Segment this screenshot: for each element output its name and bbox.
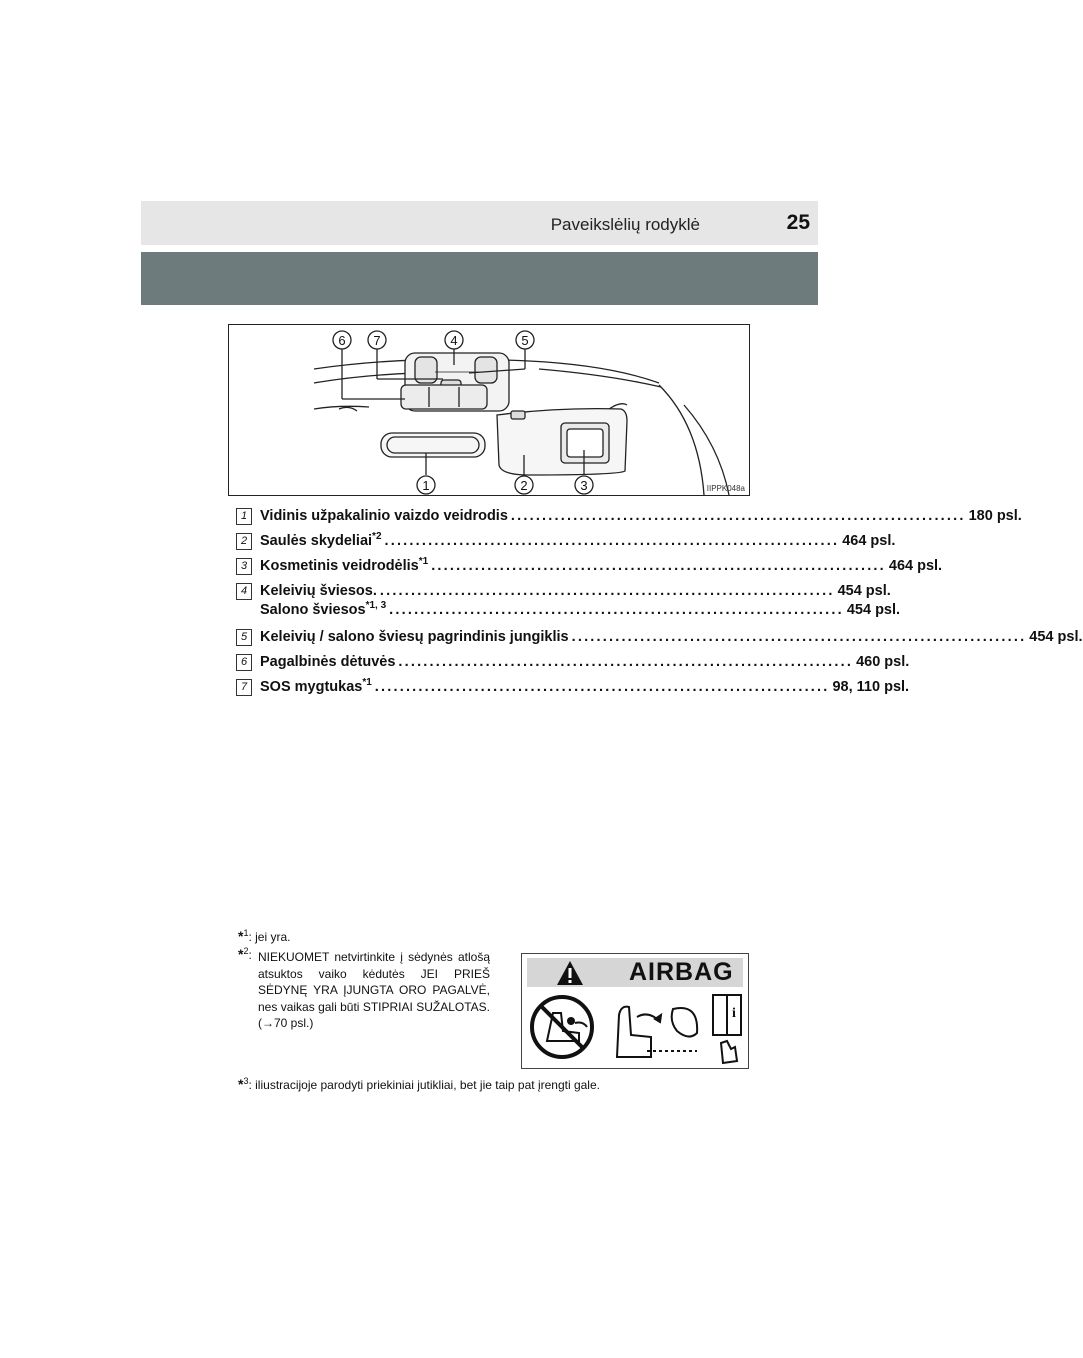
index-entry: 1 Vidinis užpakalinio vaizdo veidrodis ......................................................................... 180 psl. <box>236 508 722 528</box>
entry-page: 464 psl. <box>842 533 896 549</box>
index-entry: 6 Pagalbinės dėtuvės ......................................................................... 460 psl. <box>236 654 722 674</box>
airbag-pictograms <box>527 991 743 1067</box>
entry-footnote-ref: *1 <box>418 556 429 568</box>
warning-triangle-icon <box>555 959 585 987</box>
seat-airbag-icon <box>617 1007 697 1057</box>
entry-page: 98, 110 psl. <box>832 679 910 695</box>
footnote-mark: 2 <box>243 946 249 956</box>
entry-number: 7 <box>236 679 252 696</box>
airbag-label-header <box>527 958 743 987</box>
no-child-seat-icon <box>532 997 592 1057</box>
manual-book-icon <box>713 995 741 1063</box>
footnote-mark: 1 <box>243 928 249 938</box>
entry-label: Kosmetinis veidrodėlis <box>260 558 419 574</box>
footnote-text: iliustracijoje parodyti priekiniai jutikliai, bet jie taip pat įrengti gale. <box>255 1078 600 1092</box>
entry-number: 6 <box>236 654 252 671</box>
page-number: 25 <box>786 211 810 234</box>
entry-footnote-ref: *1, 3 <box>365 600 387 612</box>
callout-1: 1 <box>422 478 430 493</box>
interior-illustration <box>228 324 750 496</box>
entry-label: Saulės skydeliai <box>260 533 373 549</box>
callout-2: 2 <box>520 478 528 493</box>
illustration-code: IIPPK048a <box>706 484 745 493</box>
entry-label: SOS mygtukas <box>260 679 363 695</box>
section-band <box>141 252 818 305</box>
entry-page: 454 psl. <box>837 583 891 599</box>
callout-3: 3 <box>580 478 588 493</box>
footnote-text: jei yra. <box>255 930 291 944</box>
entry-page: 454 psl. <box>1029 629 1083 645</box>
entry-label: Pagalbinės dėtuvės <box>260 654 396 670</box>
callout-6: 6 <box>338 333 346 348</box>
index-entry: 2 Saulės skydeliai$^{*2}$ ......................................................................... 464 psl. <box>236 533 722 553</box>
index-entry: 5 Keleivių / salono šviesų pagrindinis jungiklis ......................................................................... 454 psl. <box>236 629 722 649</box>
entry-label: Keleivių šviesos. <box>260 583 377 599</box>
interior-drawing <box>229 325 751 497</box>
entry-page: 464 psl. <box>888 558 943 574</box>
entry-footnote-ref: *1 <box>362 677 372 689</box>
entry-label: Vidinis užpakalinio vaizdo veidrodis <box>260 508 508 524</box>
header-title: Paveikslėlių rodyklė <box>550 215 700 234</box>
entry-number: 4 <box>236 583 252 600</box>
callout-7: 7 <box>373 333 381 348</box>
footnote-3: *$^3$: iliustracijoje parodyti priekiniai jutikliai, bet jie taip pat įrengti gale. <box>238 1076 600 1092</box>
footnote-text: NIEKUOMET netvirtinkite į sėdynės atlošą atsuktos vaiko kėdutės JEI PRIEŠ SĖDYNĘ YRA ĮJUNGTA ORO PAGALVĖ, nes vaikas gali būti STIPRIAI SUŽALOTAS. (→70 psl.) <box>258 950 490 1030</box>
entry-number: 1 <box>236 508 252 525</box>
entry-page: 460 psl. <box>856 654 910 670</box>
header-bar <box>141 201 818 245</box>
index-entry: Salono šviesos$^{*1, 3}$ ......................................................................... 454 psl. <box>260 600 901 618</box>
svg-text:i: i <box>732 1006 736 1021</box>
entry-number: 3 <box>236 558 252 575</box>
footnote-mark: 3 <box>243 1076 249 1086</box>
index-entry: 7 SOS mygtukas$^{*1}$ ......................................................................... 98, 110 psl. <box>236 679 722 699</box>
airbag-label-title: AIRBAG <box>629 958 734 986</box>
callout-5: 5 <box>521 333 529 348</box>
callout-4: 4 <box>450 333 458 348</box>
index-entry: 3 Kosmetinis veidrodėlis$^{*1}$ ......................................................................... 464 psl. <box>236 558 722 578</box>
entry-label: Salono šviesos <box>260 602 366 618</box>
airbag-warning-label <box>521 953 749 1069</box>
footnote-1: *$^1$: jei yra. <box>238 928 291 944</box>
entry-page: 180 psl. <box>968 508 1022 524</box>
entry-footnote-ref: *2 <box>372 531 382 543</box>
entry-number: 5 <box>236 629 252 646</box>
entry-label: Keleivių / salono šviesų pagrindinis jungiklis <box>260 629 569 645</box>
entry-number: 2 <box>236 533 252 550</box>
footnote-2: *$^2$: NIEKUOMET netvirtinkite į sėdynės atlošą atsuktos vaiko kėdutės JEI PRIEŠ SĖDYNĘ YRA ĮJUNGTA ORO PAGALVĖ, nes vaikas gali būti STIPRIAI SUŽALOTAS. (→70 psl.) <box>238 946 490 1030</box>
index-entry: 4 Keleivių šviesos. ......................................................................... 454 psl. <box>236 583 722 603</box>
entry-page: 454 psl. <box>846 602 901 618</box>
